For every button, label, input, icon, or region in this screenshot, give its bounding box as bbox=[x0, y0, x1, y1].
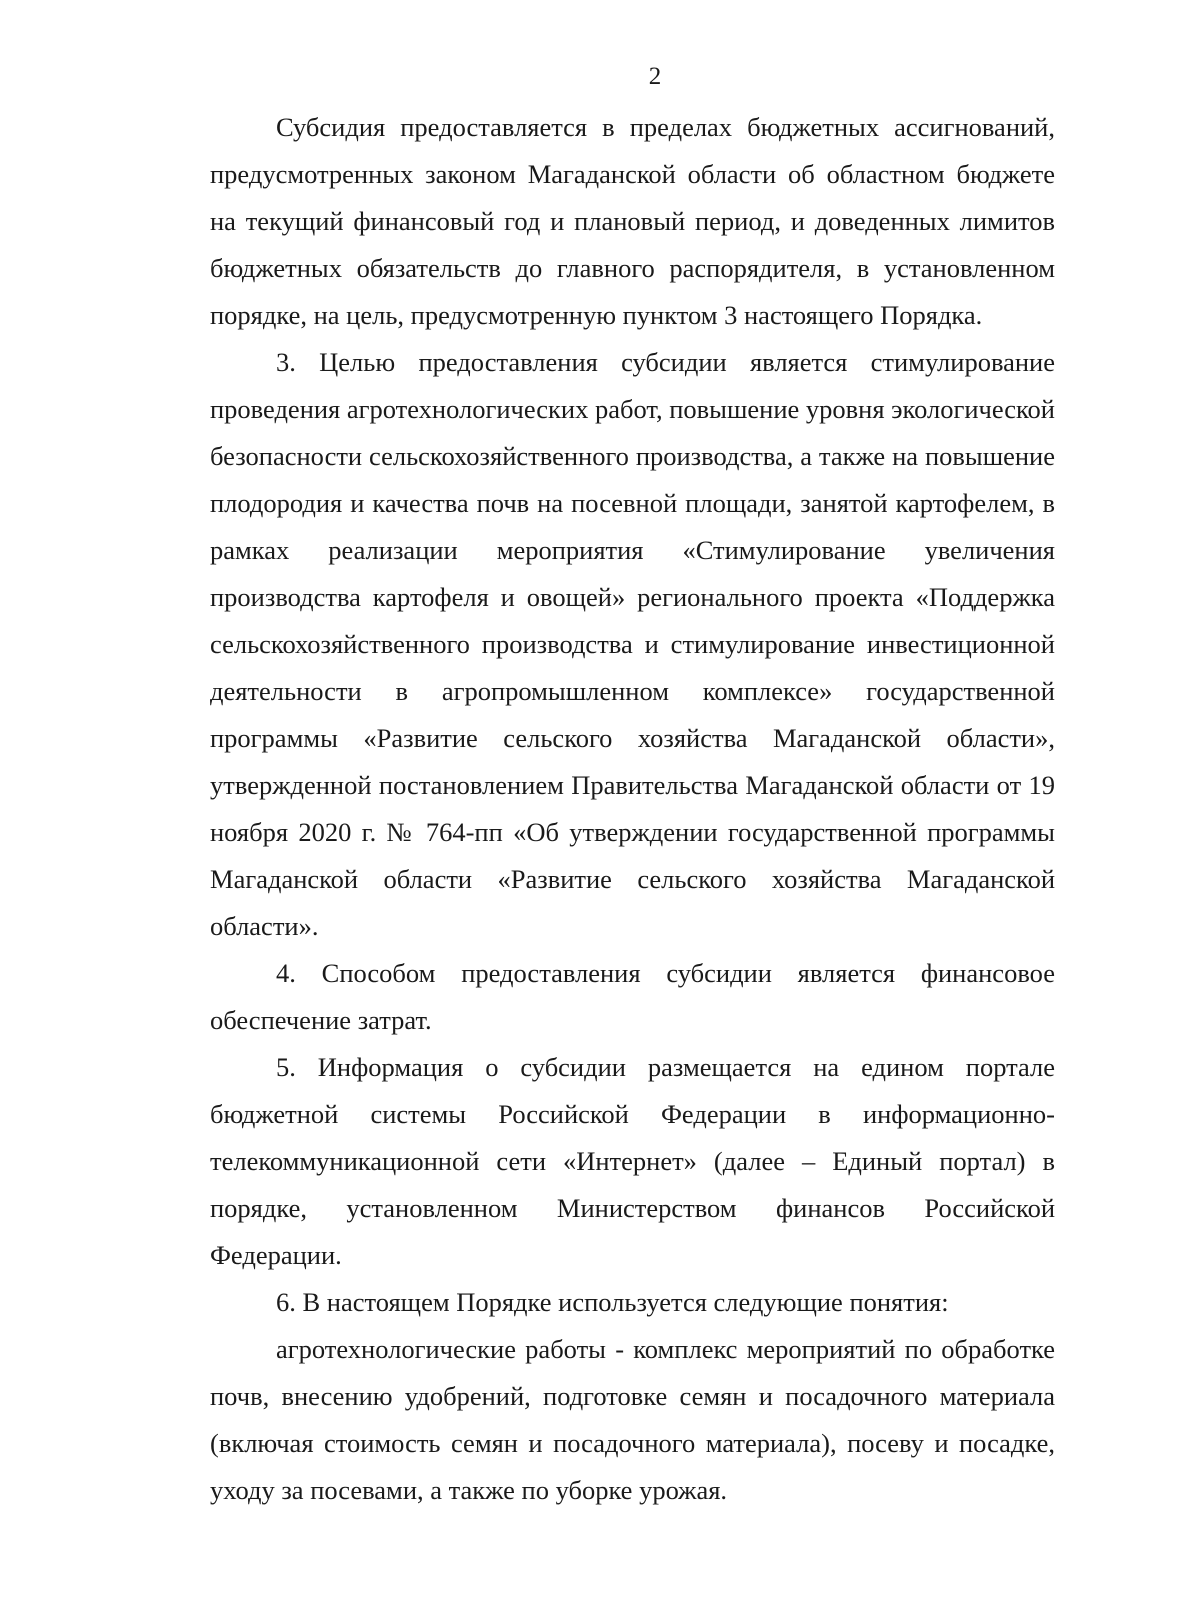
paragraph-subsidy-limits: Субсидия предоставляется в пределах бюджетных ассигнований, предусмотренных законом Магаданской области об областном бюджете на текущий финансовый год и плановый период, и доведенных лимитов бюджетных обязательств до главного распорядителя, в установленном порядке, на цель, предусмотренную пунктом 3 настоящего Порядка. bbox=[210, 112, 1055, 330]
paragraph-definition-agrotech: агротехнологические работы - комплекс мероприятий по обработке почв, внесению удобрений, подготовке семян и посадочного материала (включая стоимость семян и посадочного материала), посеву и посадке, уходу за посевами, а также по уборке урожая. bbox=[210, 1334, 1055, 1505]
paragraph-4-method: 4. Способом предоставления субсидии является финансовое обеспечение затрат. bbox=[210, 958, 1055, 1035]
paragraph-6-definitions: 6. В настоящем Порядке используется следующие понятия: bbox=[276, 1287, 949, 1317]
document-body bbox=[210, 104, 1055, 1514]
paragraph-5-information: 5. Информация о субсидии размещается на едином портале бюджетной системы Российской Федерации в информационно-телекоммуникационной сети «Интернет» (далее – Единый портал) в порядке, установленном Министерством финансов Российской Федерации. bbox=[210, 1052, 1055, 1270]
page-number: 2 bbox=[648, 63, 662, 90]
paragraph-3-purpose: 3. Целью предоставления субсидии является стимулирование проведения агротехнологических работ, повышение уровня экологической безопасности сельскохозяйственного производства, а также на повышение плодородия и качества почв на посевной площади, занятой картофелем, в рамках реализации мероприятия «Стимулирование увеличения производства картофеля и овощей» регионального проекта «Поддержка сельскохозяйственного производства и стимулирование инвестиционной деятельности в агропромышленном комплексе» государственной программы «Развитие сельского хозяйства Магаданской области», утвержденной постановлением Правительства Магаданской области от 19 ноября 2020 г. № 764-пп «Об утверждении государственной программы Магаданской области «Развитие сельского хозяйства Магаданской области». bbox=[210, 347, 1055, 941]
